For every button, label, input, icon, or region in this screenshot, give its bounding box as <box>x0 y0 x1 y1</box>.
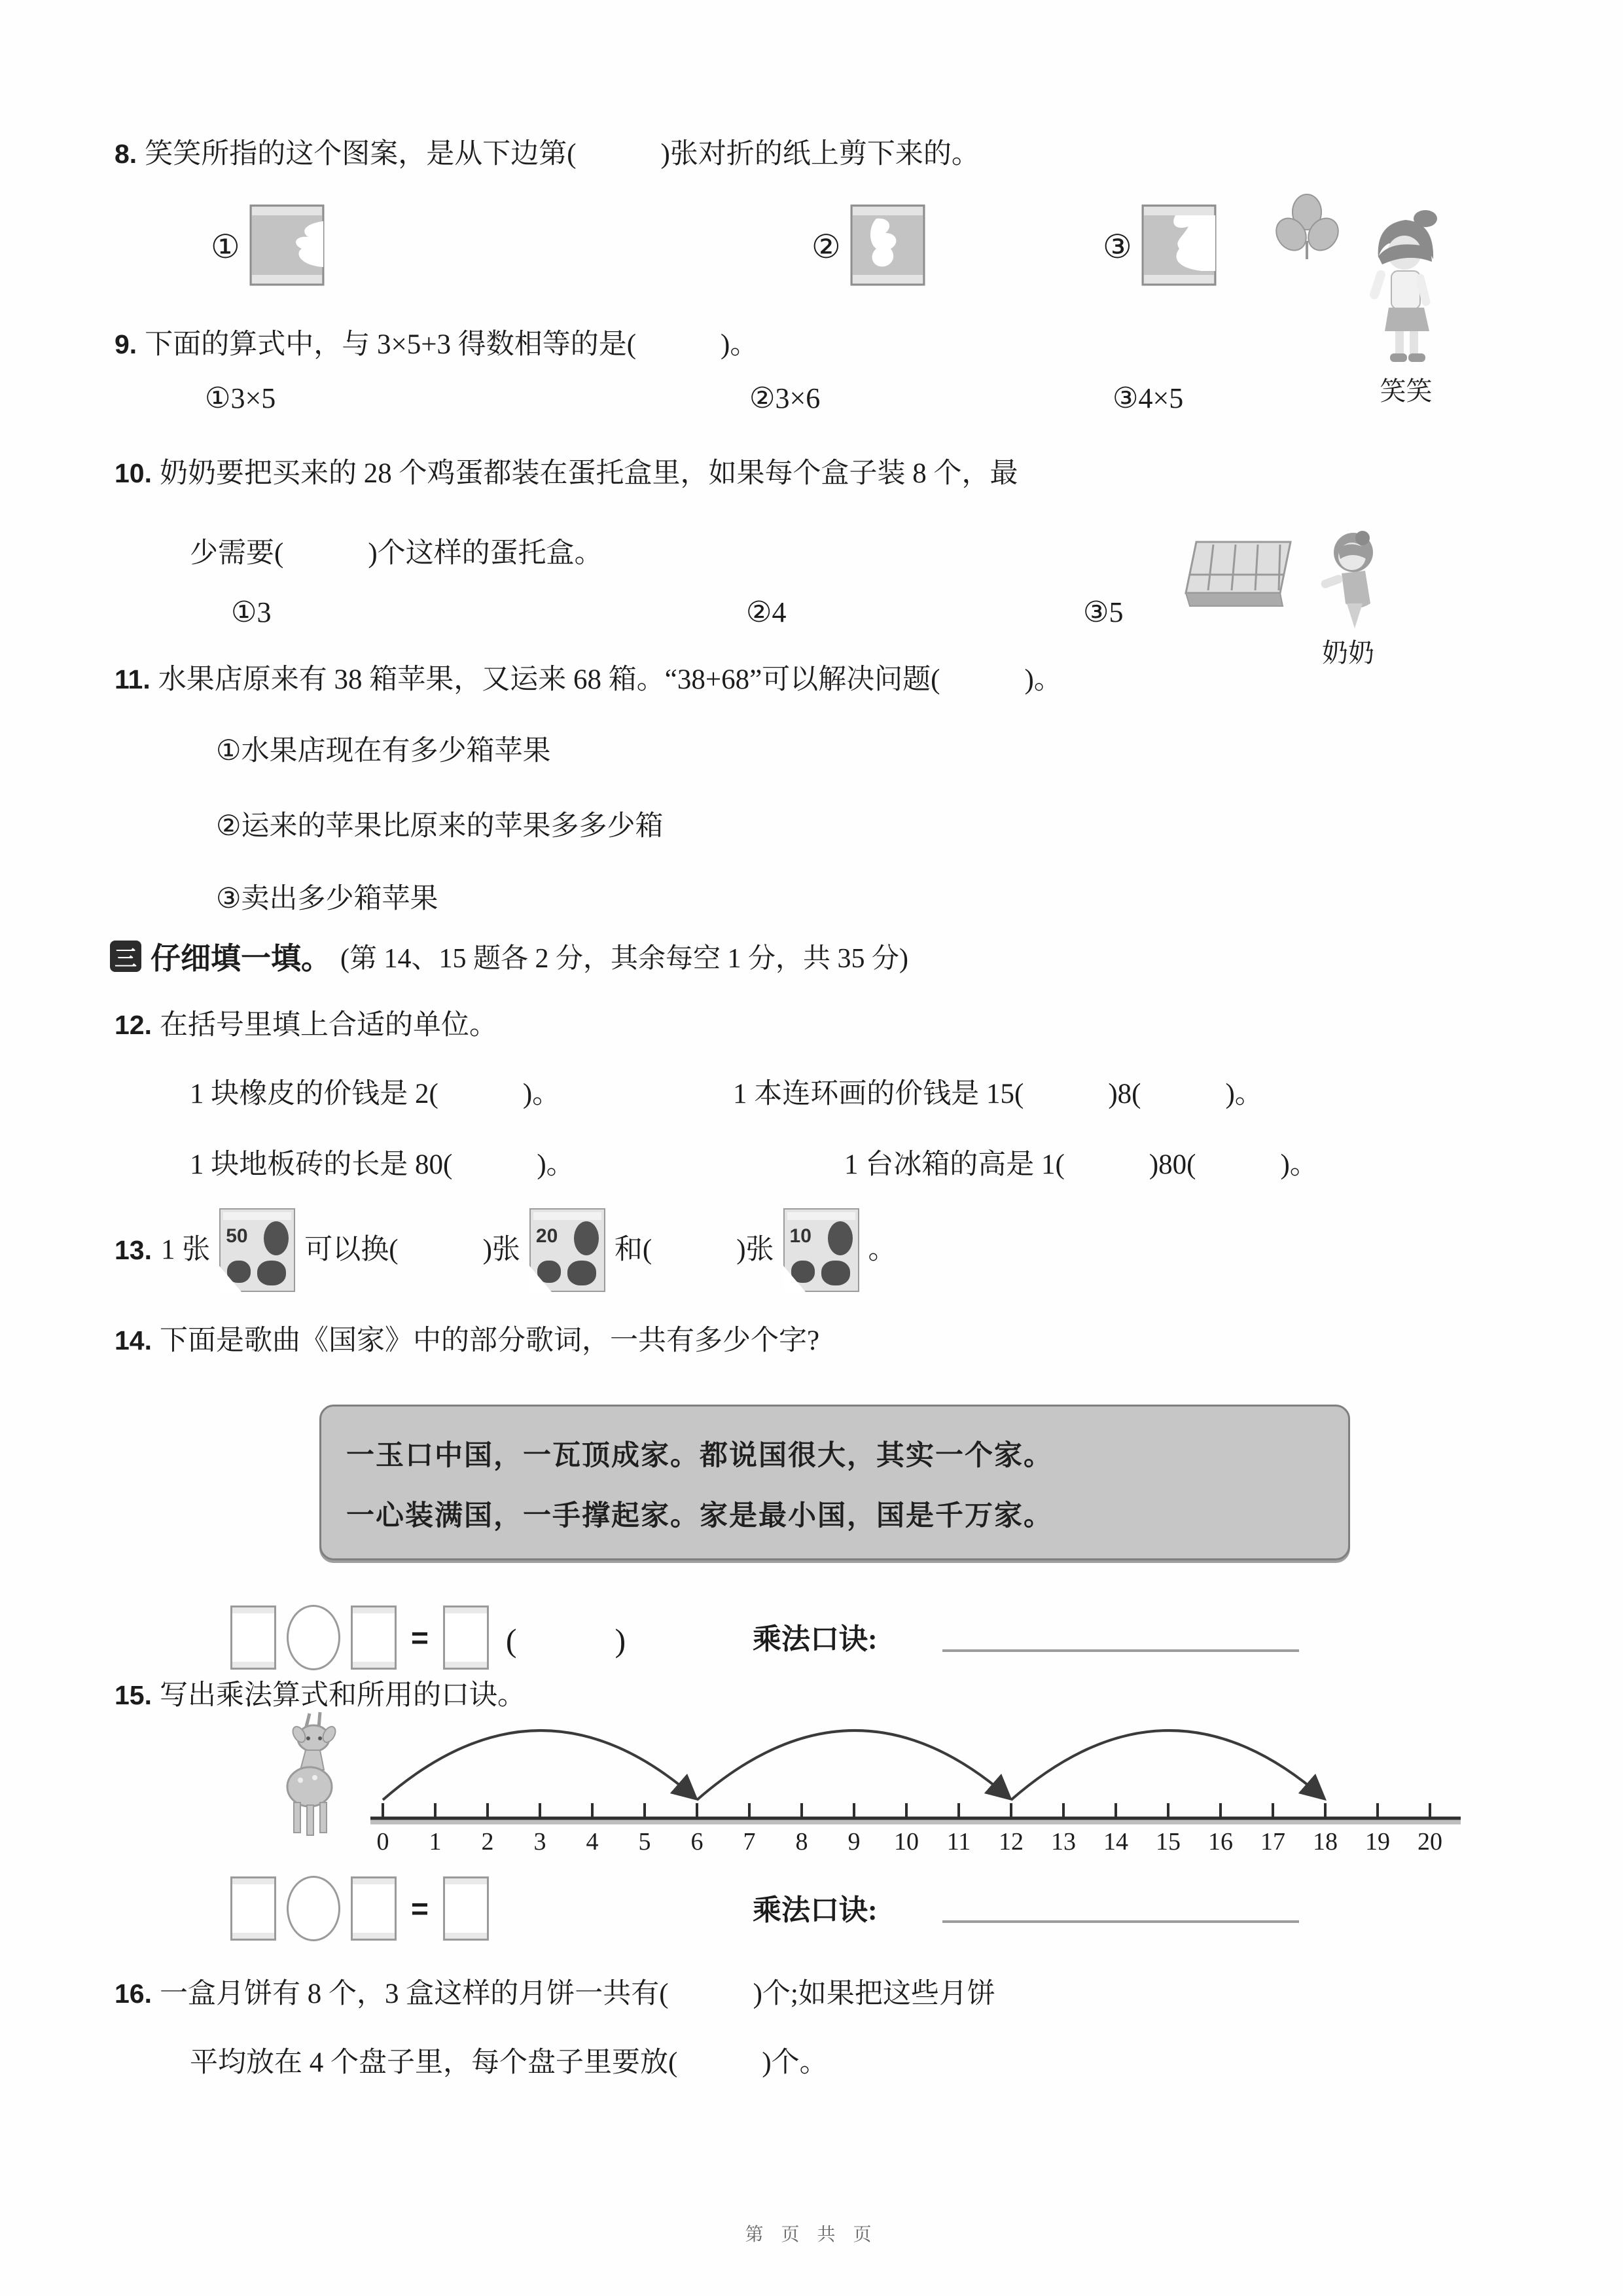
q11-option-1: ①水果店现在有多少箱苹果 <box>216 736 551 766</box>
number-line-label: 6 <box>690 1828 704 1856</box>
number-line-label: 13 <box>1051 1828 1076 1856</box>
q12-blank-1a: 1 块橡皮的价钱是 2( )。 <box>190 1079 561 1109</box>
q10-option-3: ③5 <box>1083 596 1124 628</box>
unit-parentheses: ( ) <box>505 1622 626 1659</box>
lyrics-box <box>319 1405 1350 1560</box>
q15-equation <box>230 1876 489 1941</box>
number-line-label: 10 <box>894 1828 919 1856</box>
number-line-label: 3 <box>533 1828 546 1856</box>
jump-arc <box>1011 1731 1323 1800</box>
grandma-illustration <box>1315 530 1384 638</box>
question-text: 在括号里填上合适的单位。 <box>160 1010 497 1041</box>
lyrics-line-1: 一玉口中国，一瓦顶成家。都说国很大，其实一个家。 <box>346 1441 1053 1471</box>
option-label: ② <box>812 228 841 265</box>
paper-cutout-2-icon <box>850 204 925 289</box>
number-line-label: 1 <box>429 1828 442 1856</box>
paper-cutout-3-icon <box>1141 204 1217 289</box>
q15-formula-blank <box>942 1882 1299 1923</box>
banknote-value: 50 <box>226 1225 248 1247</box>
number-line-label: 8 <box>795 1828 808 1856</box>
question-text: 写出乘法算式和所用的口诀。 <box>160 1680 526 1711</box>
question-text: 笑笑所指的这个图案，是从下边第( )张对折的纸上剪下来的。 <box>145 139 980 170</box>
q10-option-1: ①3 <box>231 596 272 628</box>
clover-icon <box>1270 194 1345 268</box>
q8-option-2 <box>812 204 925 289</box>
question-number: 14. <box>115 1325 152 1355</box>
question-number: 13. <box>115 1235 152 1265</box>
page-footer: 第 页 共 页 <box>745 2225 878 2245</box>
q11-option-2: ②运来的苹果比原来的苹果多多少箱 <box>216 811 664 842</box>
question-14 <box>115 1321 819 1361</box>
q12-blank-1b: 1 本连环画的价钱是 15( )8( )。 <box>733 1079 1263 1109</box>
question-13 <box>115 1208 897 1292</box>
q12-blank-2b: 1 台冰箱的高是 1( )80( )。 <box>844 1149 1318 1180</box>
answer-box <box>443 1876 489 1941</box>
q13-text-mid1: 可以换( )张 <box>304 1234 520 1265</box>
number-line-svg <box>366 1720 1466 1833</box>
question-text-line1: 一盒月饼有 8 个，3 盒这样的月饼一共有( )个;如果把这些月饼 <box>160 1979 995 2009</box>
number-line-label: 15 <box>1156 1828 1181 1856</box>
girl-illustration <box>1369 202 1444 370</box>
number-line-label: 11 <box>946 1828 971 1856</box>
number-line-label: 5 <box>638 1828 651 1856</box>
number-line-label: 18 <box>1313 1828 1338 1856</box>
q9-option-2: ②3×6 <box>749 382 821 414</box>
q12-blank-2a: 1 块地板砖的长是 80( )。 <box>190 1149 575 1180</box>
question-10 <box>115 454 1018 493</box>
operator-circle <box>287 1876 340 1941</box>
q9-option-3: ③4×5 <box>1113 382 1184 414</box>
answer-box <box>230 1605 276 1670</box>
equals-sign: = <box>411 1621 429 1655</box>
number-line-label: 9 <box>847 1828 861 1856</box>
grandma-caption: 奶奶 <box>1322 638 1374 668</box>
question-number: 11. <box>115 664 151 694</box>
number-line-label: 12 <box>999 1828 1024 1856</box>
q13-text-mid2: 和( )张 <box>614 1234 774 1265</box>
paper-cutout-1-icon <box>249 204 325 289</box>
number-line-label: 2 <box>481 1828 494 1856</box>
number-line-label: 7 <box>743 1828 756 1856</box>
banknote-50-icon <box>219 1208 295 1292</box>
q14-formula-label: 乘法口诀: <box>753 1623 878 1655</box>
question-text: 水果店原来有 38 箱苹果，又运来 68 箱。“38+68”可以解决问题( )。 <box>158 664 1062 695</box>
question-16-line2: 平均放在 4 个盘子里，每个盘子里要放( )个。 <box>190 2047 828 2078</box>
q9-option-1: ①3×5 <box>205 382 276 414</box>
number-line-label: 0 <box>376 1828 389 1856</box>
number-line <box>366 1720 1466 1836</box>
banknote-value: 20 <box>535 1225 558 1247</box>
q8-option-3 <box>1103 204 1217 289</box>
answer-box <box>230 1876 276 1941</box>
answer-box <box>351 1605 397 1670</box>
q11-option-3: ③卖出多少箱苹果 <box>216 884 438 914</box>
answer-box <box>443 1605 489 1670</box>
banknote-value: 10 <box>789 1225 812 1247</box>
girl-caption: 笑笑 <box>1380 376 1433 406</box>
question-10-line2: 少需要( )个这样的蛋托盒。 <box>190 538 603 569</box>
number-line-label: 4 <box>586 1828 599 1856</box>
question-number: 16. <box>115 1979 152 2009</box>
q13-text-end: 。 <box>868 1234 897 1265</box>
q15-formula-label: 乘法口诀: <box>753 1894 878 1926</box>
number-line-numbers <box>357 1827 1456 1856</box>
section-score-note: (第 14、15 题各 2 分，其余每空 1 分，共 35 分) <box>340 944 908 974</box>
question-number: 15. <box>115 1680 152 1710</box>
q14-formula-blank <box>942 1611 1299 1652</box>
question-number: 8. <box>115 139 137 169</box>
section-3-heading <box>110 935 908 978</box>
question-9 <box>115 325 758 365</box>
question-8 <box>115 134 980 174</box>
option-label: ③ <box>1103 228 1132 265</box>
q13-text-pre: 1 张 <box>161 1234 211 1265</box>
number-line-label: 14 <box>1103 1828 1128 1856</box>
number-line-label: 16 <box>1208 1828 1233 1856</box>
equals-sign: = <box>411 1892 429 1926</box>
q10-option-2: ②4 <box>746 596 787 628</box>
question-12 <box>115 1005 497 1045</box>
question-number: 12. <box>115 1010 152 1040</box>
deer-illustration <box>272 1710 353 1844</box>
question-number: 10. <box>115 458 152 488</box>
question-number: 9. <box>115 329 137 359</box>
banknote-20-icon <box>529 1208 605 1292</box>
question-16 <box>115 1974 995 2014</box>
section-title: 仔细填一填。 <box>151 942 331 975</box>
question-text: 下面的算式中，与 3×5+3 得数相等的是( )。 <box>145 329 758 360</box>
operator-circle <box>287 1605 340 1670</box>
number-line-label: 20 <box>1418 1828 1442 1856</box>
number-line-label: 17 <box>1260 1828 1285 1856</box>
q8-option-1 <box>211 204 325 289</box>
lyrics-line-2: 一心装满国，一手撑起家。家是最小国，国是千万家。 <box>346 1501 1053 1532</box>
question-text-line1: 奶奶要把买来的 28 个鸡蛋都装在蛋托盒里，如果每个盒子装 8 个，最 <box>160 458 1018 489</box>
question-text: 下面是歌曲《国家》中的部分歌词，一共有多少个字? <box>160 1325 820 1356</box>
number-line-label: 19 <box>1365 1828 1390 1856</box>
q14-equation <box>230 1605 626 1670</box>
jump-arc <box>383 1731 694 1800</box>
answer-box <box>351 1876 397 1941</box>
egg-tray-icon <box>1183 538 1296 619</box>
section-marker-icon: 三 <box>110 941 141 972</box>
question-11 <box>115 660 1062 700</box>
jump-arc <box>697 1731 1008 1800</box>
option-label: ① <box>211 228 240 265</box>
banknote-10-icon <box>783 1208 859 1292</box>
